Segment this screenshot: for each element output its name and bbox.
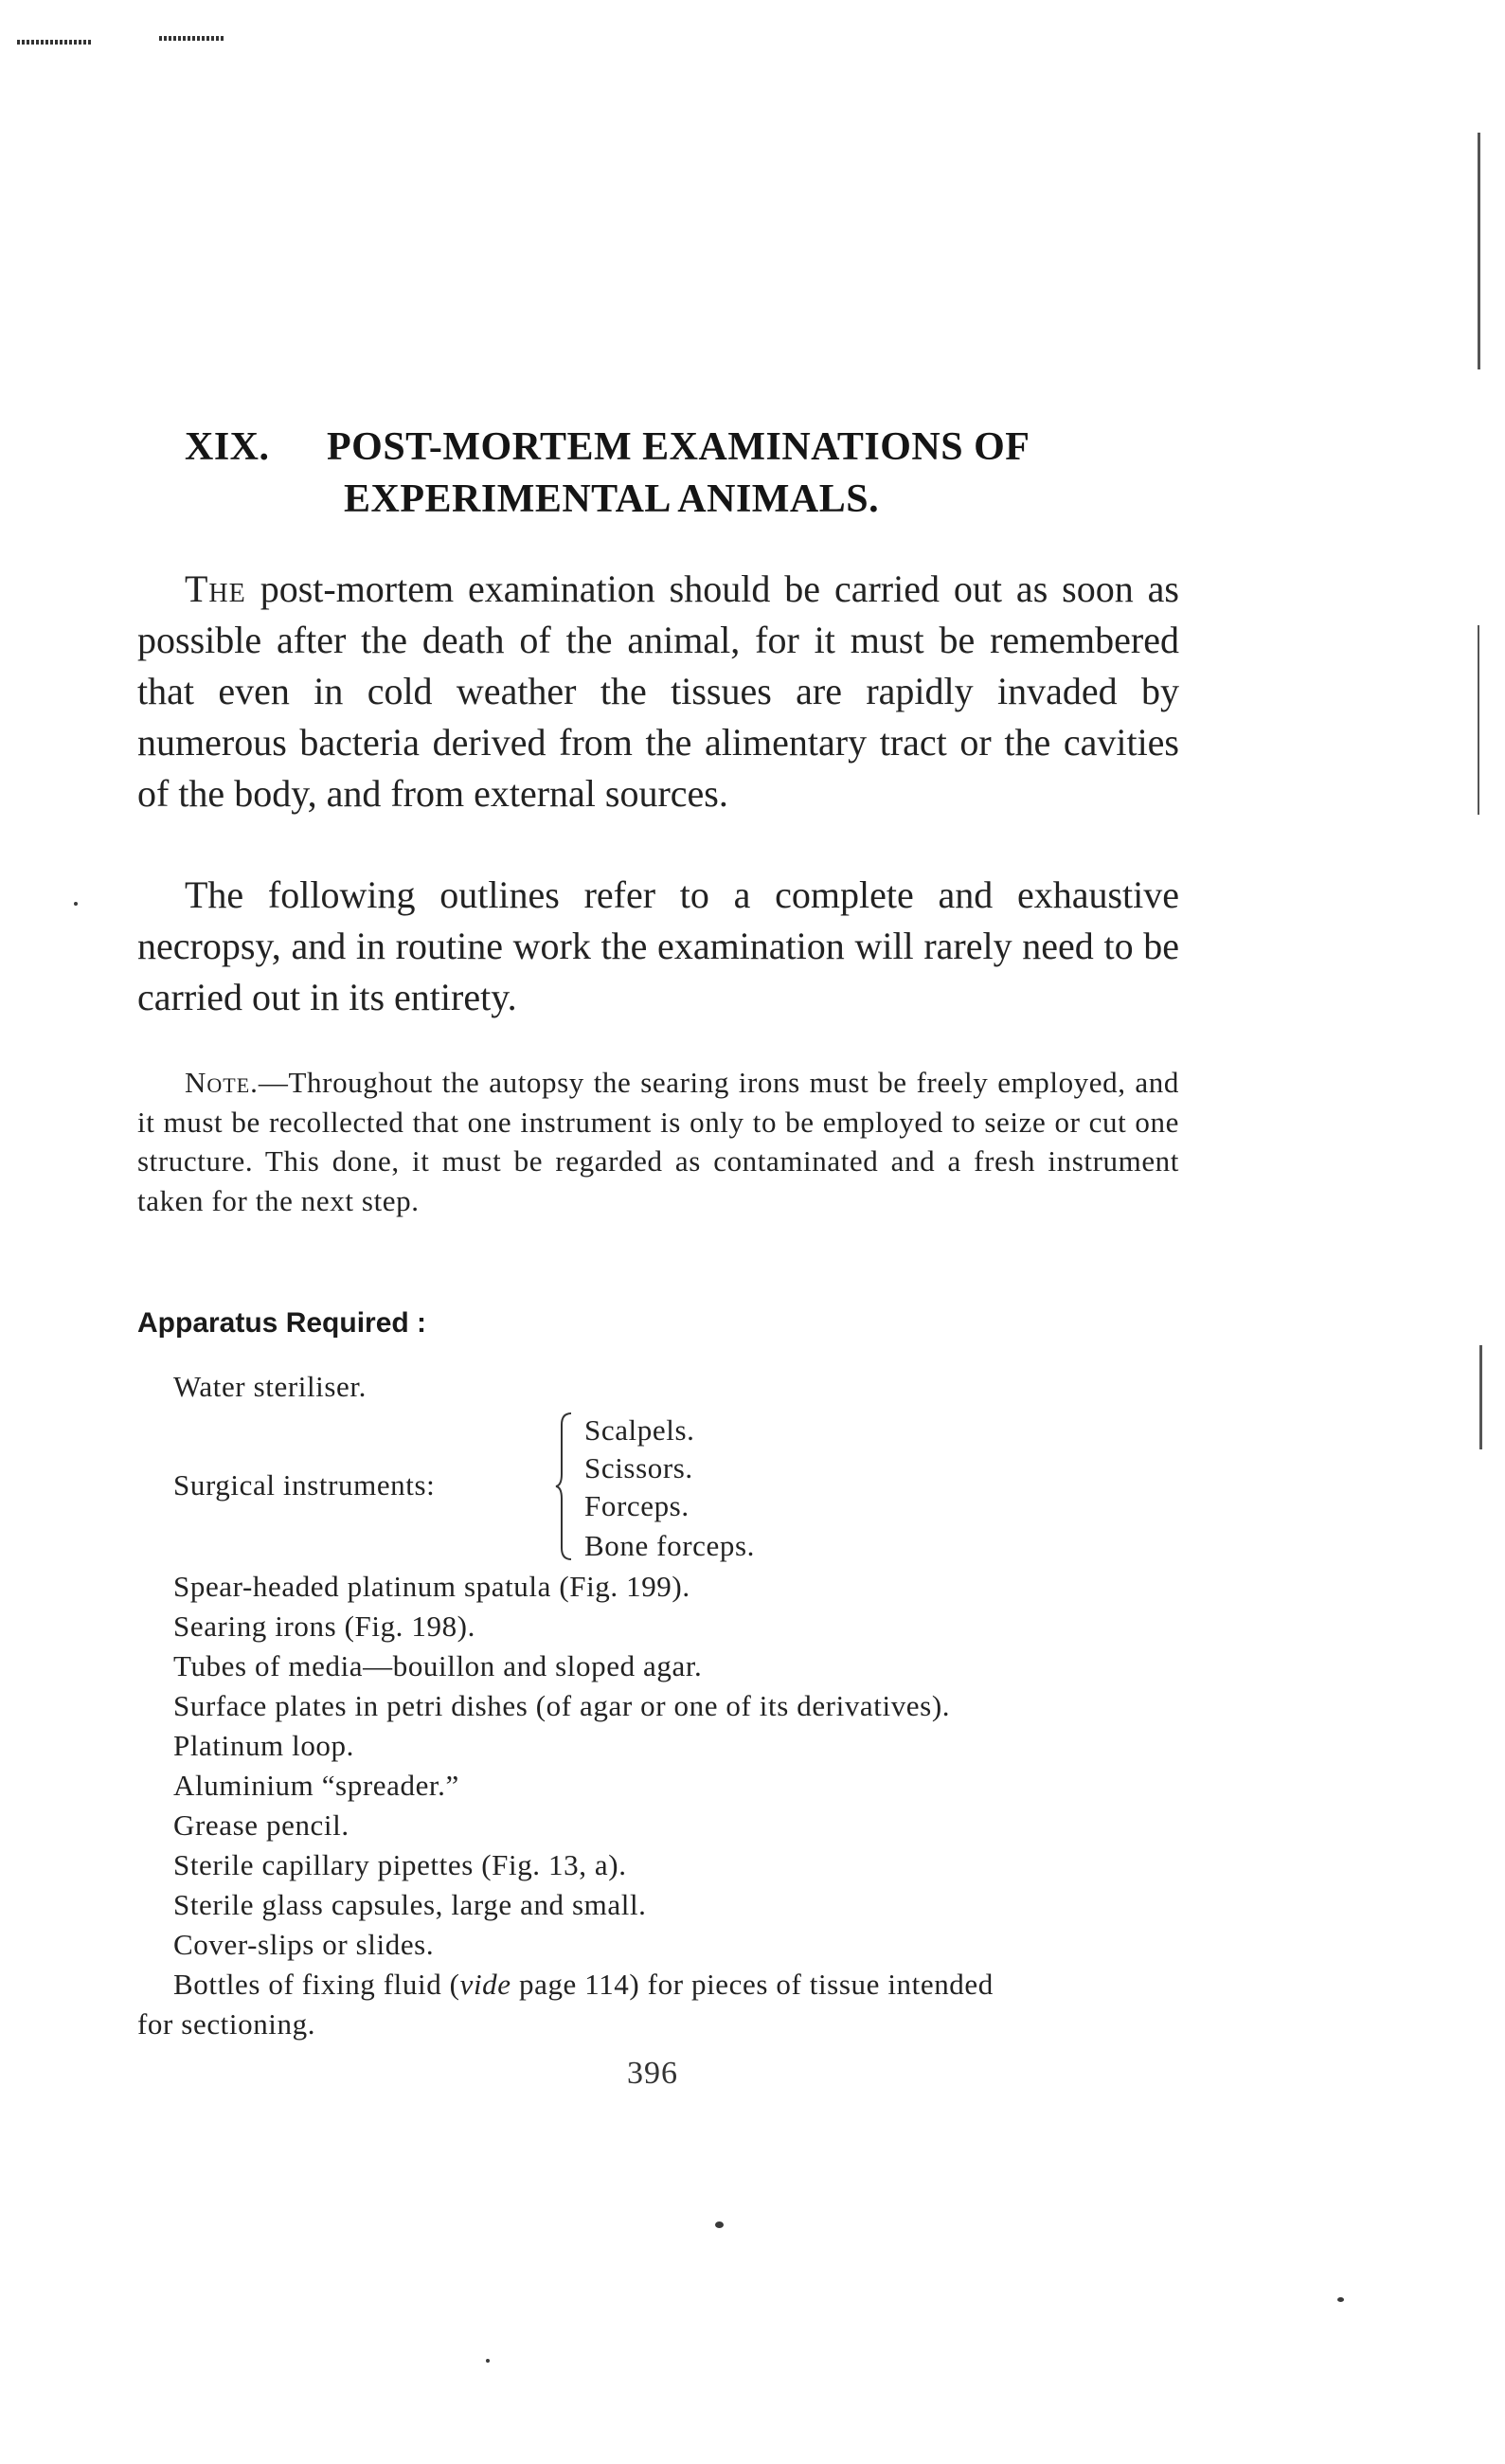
chapter-title-line1: POST-MORTEM EXAMINATIONS OF <box>327 425 1030 469</box>
scan-edge-line <box>1478 133 1480 369</box>
chapter-heading <box>185 422 1189 526</box>
apparatus-fixing-fluid-line2: for sectioning. <box>137 2007 316 2041</box>
page-number: 396 <box>627 2056 678 2091</box>
apparatus-item: Surface plates in petri dishes (of agar or one of its derivatives). <box>173 1689 951 1722</box>
scan-mark <box>17 40 91 45</box>
note-text: —Throughout the autopsy the searing irons must be freely employed, and it must be recollected that one instrument is only to be employed to seize or cut one structure. This done, it must be regarded as contaminated and a fresh instrument taken for the next step. <box>137 1066 1179 1217</box>
surgical-item: Bone forceps. <box>584 1529 755 1562</box>
apparatus-water-steriliser: Water steriliser. <box>173 1370 367 1403</box>
apparatus-item: Cover-slips or slides. <box>173 1928 435 1961</box>
paragraph-1 <box>137 564 1179 819</box>
surgical-item: Scissors. <box>584 1451 693 1484</box>
scan-speck <box>486 2359 490 2363</box>
apparatus-item: Tubes of media—bouillon and sloped agar. <box>173 1649 703 1682</box>
surgical-item: Forceps. <box>584 1489 690 1522</box>
apparatus-fixing-fluid <box>173 1966 994 2004</box>
paragraph-1-lead: The <box>185 567 246 610</box>
scan-edge-line <box>1478 625 1479 815</box>
scan-speck <box>74 902 78 906</box>
chapter-title-line2: EXPERIMENTAL ANIMALS. <box>344 477 880 521</box>
apparatus-item: Aluminium “spreader.” <box>173 1769 459 1802</box>
brace-icon <box>554 1412 575 1561</box>
fixing-text-post: page 114) for pieces of tissue intended <box>511 1968 994 2001</box>
scan-speck <box>715 2221 724 2228</box>
apparatus-item: Spear-headed platinum spatula (Fig. 199). <box>173 1570 690 1603</box>
fixing-text-pre: Bottles of fixing fluid ( <box>173 1968 460 2001</box>
chapter-number: XIX. <box>185 425 270 469</box>
note-paragraph <box>137 1063 1179 1220</box>
fixing-text-vide: vide <box>459 1968 511 2001</box>
scan-mark <box>159 36 225 41</box>
apparatus-item: Platinum loop. <box>173 1729 354 1762</box>
apparatus-item: Grease pencil. <box>173 1808 349 1842</box>
apparatus-item: Sterile capillary pipettes (Fig. 13, a). <box>173 1848 627 1881</box>
paragraph-1-text: post-mortem examination should be carried out as soon as possible after the death of the animal, for it must be remembered that even in cold weather the tissues are rapidly invaded by numerous bacteria derived from the alimentary tract or the cavities of the body, and from external sources. <box>137 567 1179 815</box>
apparatus-surgical-label: Surgical instruments: <box>173 1468 436 1502</box>
surgical-item: Scalpels. <box>584 1413 695 1447</box>
apparatus-item: Searing irons (Fig. 198). <box>173 1610 475 1643</box>
scan-edge-line <box>1479 1345 1482 1449</box>
apparatus-item: Sterile glass capsules, large and small. <box>173 1888 647 1921</box>
note-lead: Note. <box>185 1066 259 1099</box>
scan-speck <box>1337 2297 1344 2302</box>
chapter-heading-line1 <box>185 422 1189 474</box>
paragraph-2: The following outlines refer to a complete and exhaustive necropsy, and in routine work the examination will rarely need to be carried out in its entirety. <box>137 873 1179 1018</box>
apparatus-heading: Apparatus Required : <box>137 1307 427 1339</box>
